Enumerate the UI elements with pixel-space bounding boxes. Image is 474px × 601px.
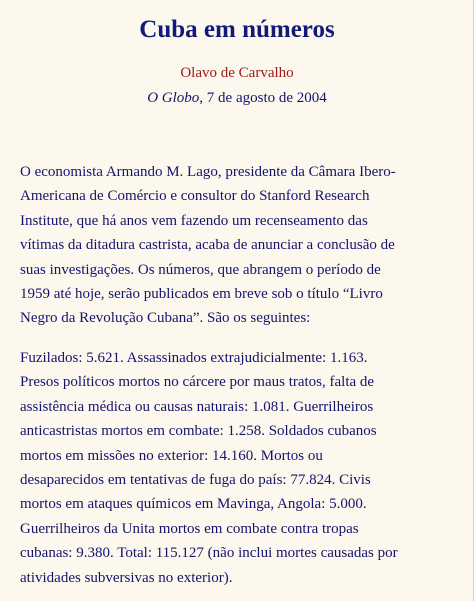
paragraph-line: Americana de Comércio e consultor do Stanford Research: [20, 188, 370, 205]
paragraph-line: mortos em ataques químicos em Mavinga, Angola: 5.000.: [20, 496, 367, 513]
paragraph-line: Institute, que há anos vem fazendo um recenseamento das: [20, 212, 368, 229]
article-title: Cuba em números: [139, 16, 335, 43]
paragraph-line: suas investigações. Os números, que abrangem o período de: [20, 261, 381, 278]
publication-date: , 7 de agosto de 2004: [199, 90, 327, 106]
publication-name: O Globo: [147, 90, 200, 106]
paragraph-line: 1959 até hoje, serão publicados em breve sob o título “Livro: [20, 286, 383, 303]
article-source: [0, 88, 474, 108]
paragraph-line: Fuzilados: 5.621. Assassinados extrajudicialmente: 1.163.: [20, 350, 368, 366]
article-author: Olavo de Carvalho: [180, 65, 294, 81]
paragraph-line: Guerrilheiros da Unita mortos em combate contra tropas: [20, 520, 359, 537]
paragraph-line: vítimas da ditadura castrista, acaba de anunciar a conclusão de: [20, 237, 395, 254]
paragraph-line: Presos políticos mortos no cárcere por maus tratos, falta de: [20, 374, 375, 391]
paragraph-line: desaparecidos em tentativas de fuga do país: 77.824. Civis: [20, 472, 371, 489]
paragraph-intro: [20, 160, 466, 331]
paragraph-line: atividades subversivas no exterior).: [20, 569, 233, 586]
paragraph-figures: [20, 346, 466, 590]
paragraph-line: mortos em missões no exterior: 14.160. Mortos ou: [20, 447, 323, 464]
paragraph-line: Negro da Revolução Cubana”. São os seguintes:: [20, 310, 311, 327]
paragraph-line: assistência médica ou causas naturais: 1.081. Guerrilheiros: [20, 398, 374, 415]
paragraph-line: anticastristas mortos em combate: 1.258. Soldados cubanos: [20, 423, 377, 440]
paragraph-line: cubanas: 9.380. Total: 115.127 (não inclui mortes causadas por: [20, 545, 398, 562]
paragraph-line: O economista Armando M. Lago, presidente da Câmara Ibero-: [20, 164, 396, 180]
